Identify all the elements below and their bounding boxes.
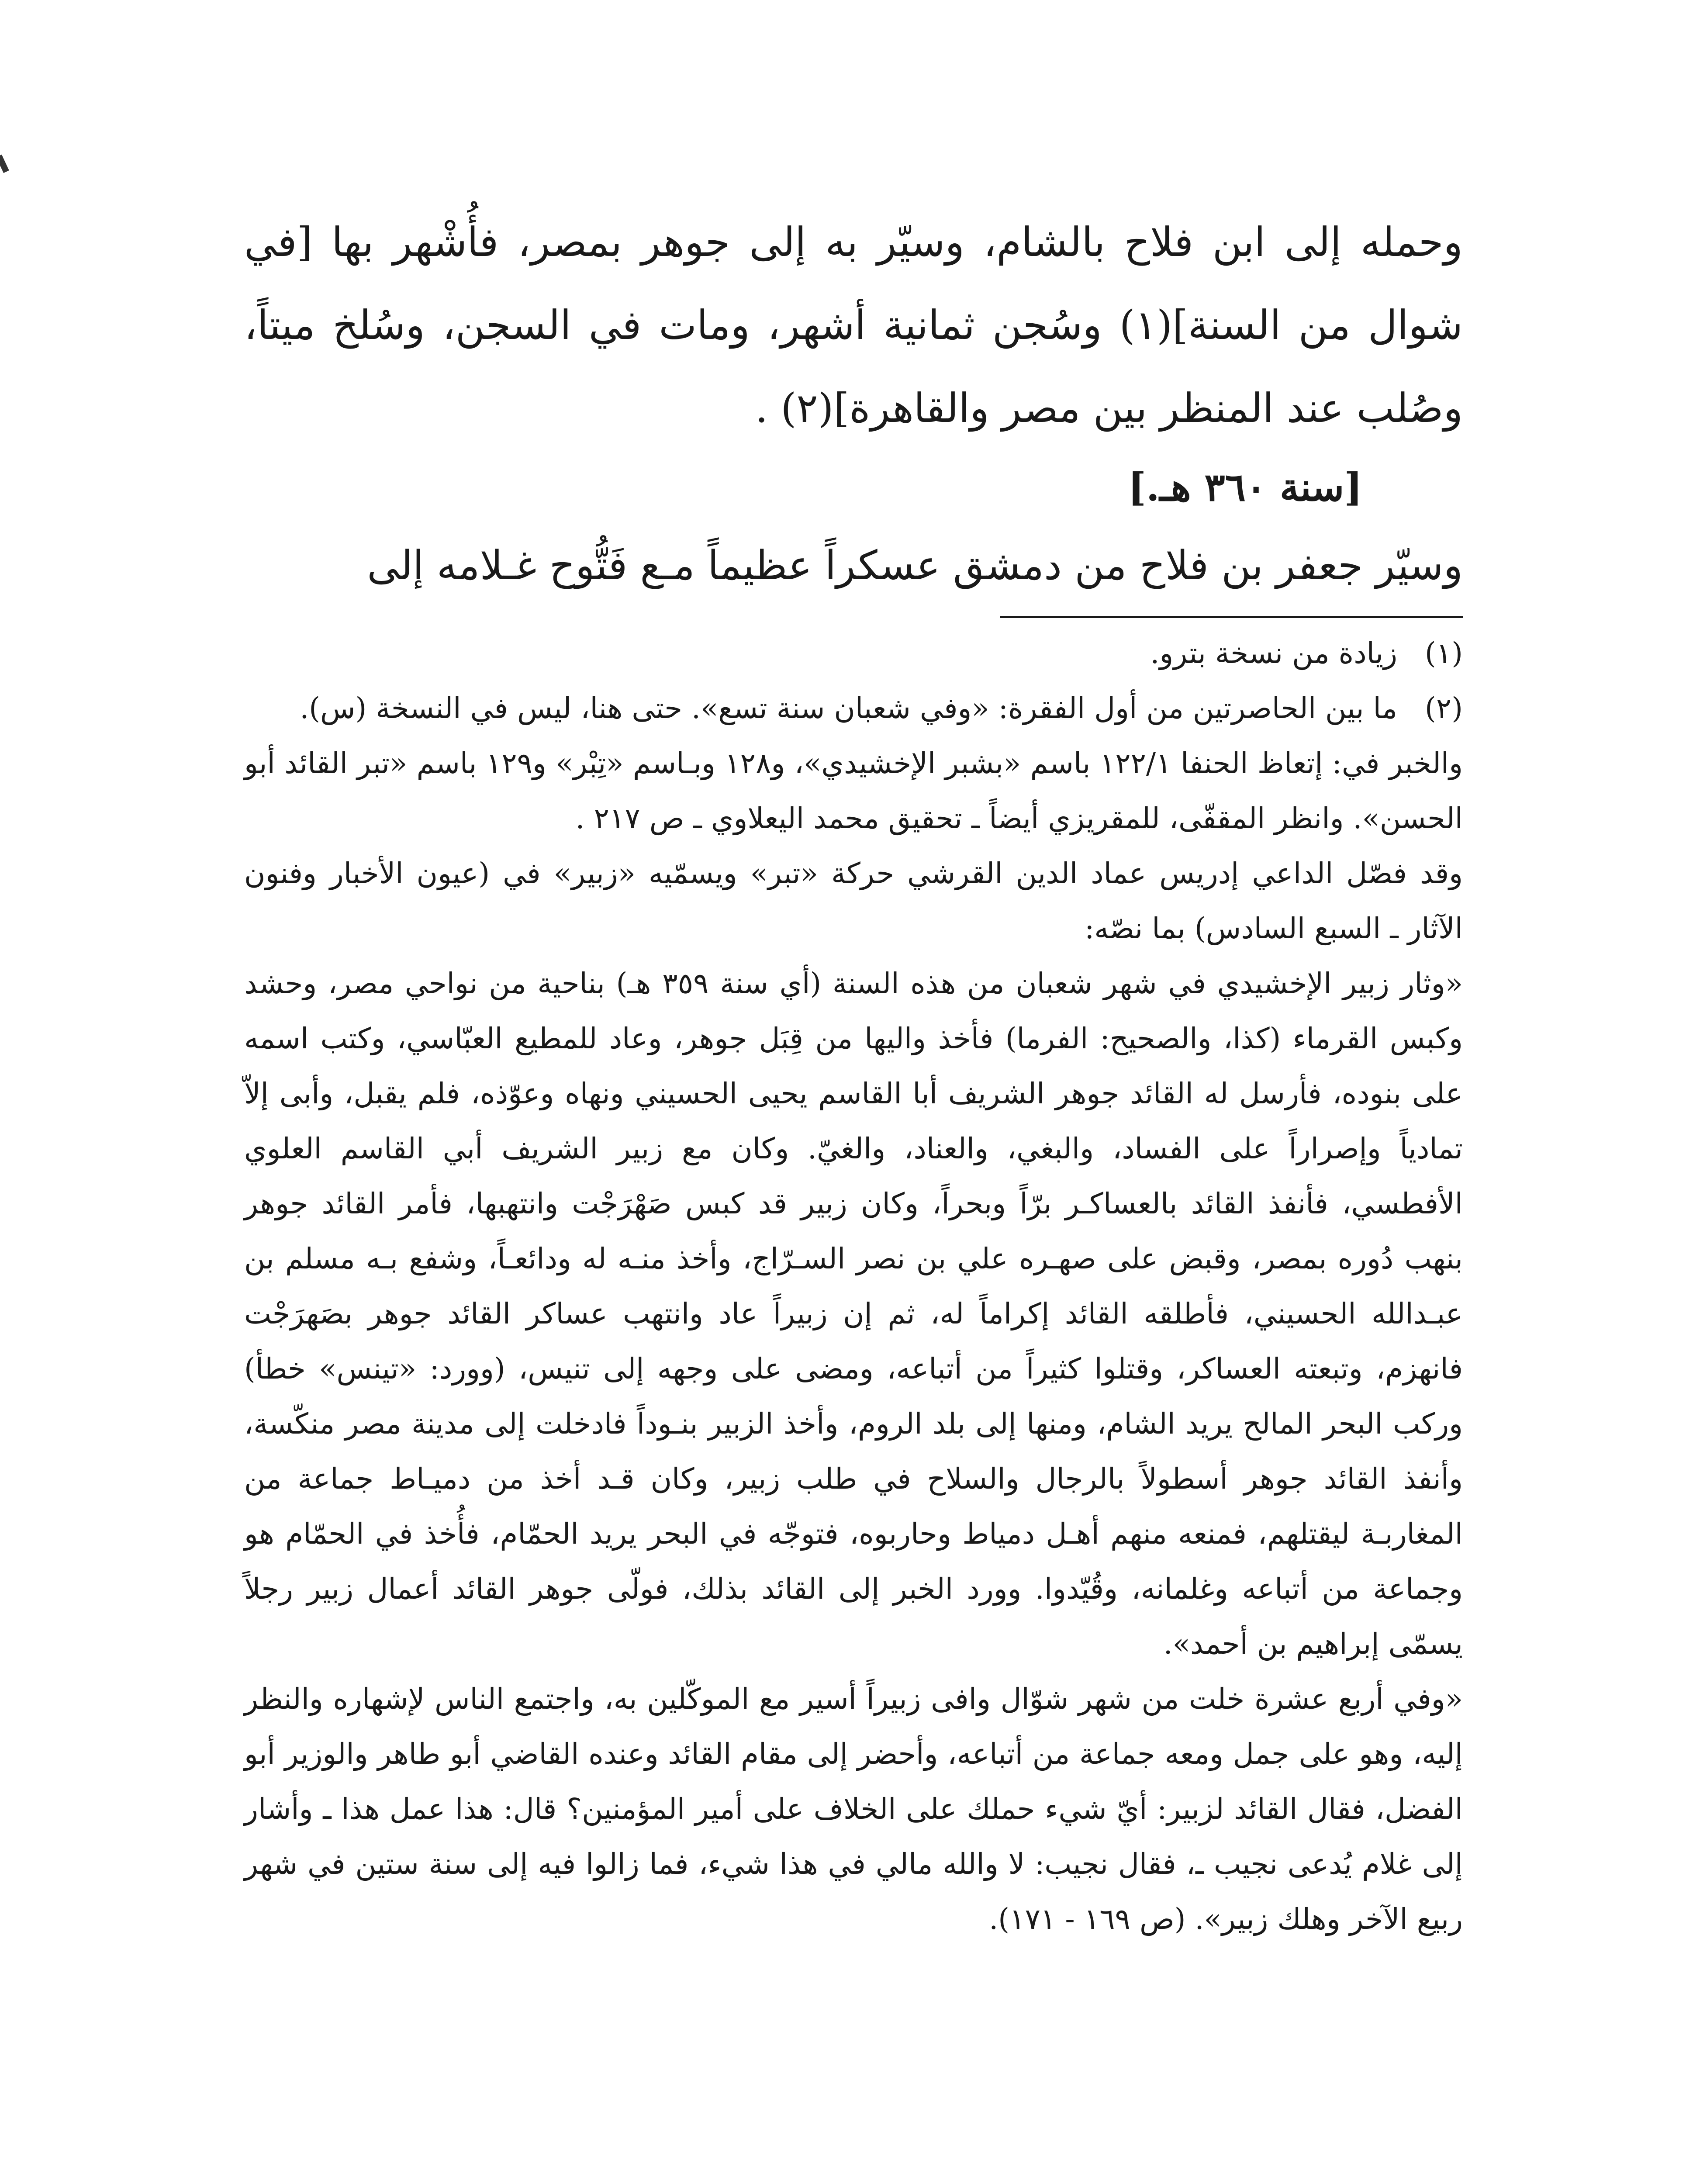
footnote-number: (١)	[1425, 636, 1463, 670]
footnote-2	[245, 681, 1463, 736]
footnote-paragraph: وقد فصّل الداعي إدريس عماد الدين القرشي حركة «تبر» ويسمّيه «زبير» في (عيون الأخبار وفنون الآثار ـ السبع السادس) بما نصّه:	[245, 857, 1463, 945]
scan-mark	[0, 155, 10, 173]
footnote-text: ما بين الحاصرتين من أول الفقرة: «وفي شعبان سنة تسع». حتى هنا، ليس في النسخة (س).	[300, 691, 1398, 725]
main-text	[245, 201, 1463, 607]
footnote-separator	[1000, 616, 1463, 618]
footnote-quote: «وفي أربع عشرة خلت من شهر شوّال وافى زبيراً أسير مع الموكّلين به، واجتمع الناس لإشهاره والنظر إليه، وهو على جمل ومعه جماعة من أتباعه، وأحضر إلى مقام القائد وعنده القاضي أبو طاهر والوزير أبو الفضل، فقال القائد لزبير: أيّ شيء حملك على الخلاف على أمير المؤمنين؟ قال: هذا عمل هذا ـ وأشار إلى غلام يُدعى نجيب ـ، فقال نجيب: لا والله مالي في هذا شيء، فما زالوا فيه إلى سنة ستين في شهر ربيع الآخر وهلك زبير». (ص ١٦٩ - ١٧١).	[245, 1682, 1463, 1936]
main-paragraph-continued: وسيّر جعفر بن فلاح من دمشق عسكراً عظيماً مـع فَتُّوح غـلامه إلى	[367, 542, 1463, 589]
footnote-paragraph: والخبر في: إتعاظ الحنفا ١٢٢/١ باسم «بشبر الإخشيدي»، و١٢٨ وبـاسم «تِبْر» و١٢٩ باسم «تبر القائد أبو الحسن». وانظر المقفّى، للمقريزي أيضاً ـ تحقيق محمد اليعلاوي ـ ص ٢١٧ .	[245, 746, 1464, 835]
footnote-1	[245, 626, 1463, 681]
main-paragraph: وحمله إلى ابن فلاح بالشام، وسيّر به إلى جوهر بمصر، فأُشْهر بها [في شوال من السنة](١) وسُجن ثمانية أشهر، ومات في السجن، وسُلخ ميتاً، وصُلب عند المنظر بين مصر والقاهرة](٢) .	[245, 219, 1463, 432]
footnote-number: (٢)	[1425, 691, 1463, 725]
footnotes	[245, 626, 1463, 1947]
footnote-text: زيادة من نسخة بترو.	[1151, 636, 1398, 670]
page-body	[245, 201, 1463, 1947]
year-heading: [سنة ٣٦٠ هـ.]	[1128, 464, 1363, 510]
footnote-quote: «وثار زبير الإخشيدي في شهر شعبان من هذه السنة (أي سنة ٣٥٩ هـ) بناحية من نواحي مصر، وحشد وكبس القرماء (كذا، والصحيح: الفرما) فأخذ واليها من قِبَل جوهر، وعاد للمطيع العبّاسي، وكتب اسمه على بنوده، فأرسل له القائد جوهر الشريف أبا القاسم يحيى الحسيني ونهاه وعوّذه، فلم يقبل، وأبى إلاّ تمادياً وإصراراً على الفساد، والبغي، والعناد، والغيّ. وكان مع زبير الشريف أبي القاسم العلوي الأفطسي، فأنفذ القائد بالعساكـر برّاً وبحراً، وكان زبير قد كبس صَهْرَجْت وانتهبها، فأمر القائد جوهر بنهب دُوره بمصر، وقبض على صهـره علي بن نصر السـرّاج، وأخذ منـه له ودائعـاً، وشفع بـه مسلم بن عبـدالله الحسيني، فأطلقه القائد إكراماً له، ثم إن زبيراً عاد وانتهب عساكر القائد جوهر بصَهرَجْت فانهزم، وتبعته العساكر، وقتلوا كثيراً من أتباعه، ومضى على وجهه إلى تنيس، (وورد: «تينس» خطأ) وركب البحر المالح يريد الشام، ومنها إلى بلد الروم، وأخذ الزبير بنـوداً فادخلت إلى مدينة مصر منكّسة، وأنفذ القائد جوهر أسطولاً بالرجال والسلاح في طلب زبير، وكان قـد أخذ من دميـاط جماعة من المغاربـة ليقتلهم، فمنعه منهم أهـل دمياط وحاربوه، فتوجّه في البحر يريد الحمّام، فأُخذ في الحمّام هو وجماعة من أتباعه وغلمانه، وقُيّدوا. وورد الخبر إلى القائد بذلك، فولّى جوهر القائد أعمال زبير رجلاً يسمّى إبراهيم بن أحمد».	[245, 967, 1463, 1661]
